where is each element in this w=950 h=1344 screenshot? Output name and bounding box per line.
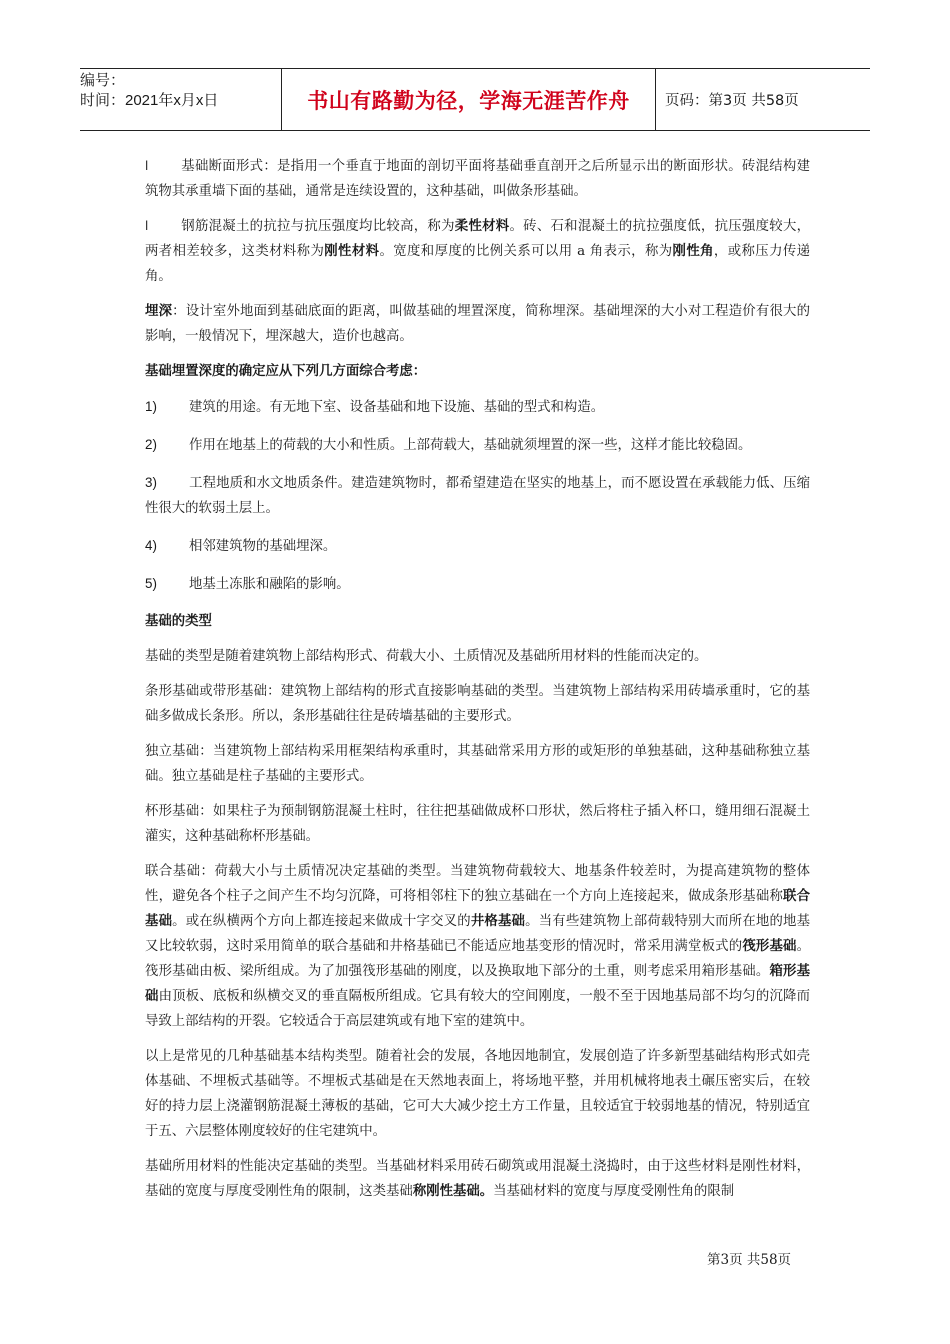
paragraph-text: 基础所用材料的性能决定基础的类型。当基础材料采用砖石砌筑或用混凝土浇捣时，由于这些材料是刚性材料，基础的宽度与厚度受刚性角的限制，这类基础 xyxy=(145,1159,810,1199)
list-number: 4) xyxy=(145,538,157,553)
list-number: 2) xyxy=(145,437,157,452)
paragraph-text: 。筏形基础由板、梁所组成。为了加强筏形基础的刚度，以及换取地下部分的土重，则考虑采用箱形基础。 xyxy=(145,939,811,979)
list-item xyxy=(145,571,810,597)
paragraph-text: 基础断面形式：是指用一个垂直于地面的剖切平面将基础垂直剖开之后所显示出的断面形状。砖混结构建筑物其承重墙下面的基础，通常是连续设置的，这种基础，叫做条形基础。 xyxy=(145,159,810,199)
term-burial-depth: 埋深 xyxy=(145,303,173,319)
list-number: 5) xyxy=(145,576,157,591)
term-combined-foundation: 联合基础 xyxy=(145,888,810,929)
list-number: 1) xyxy=(145,399,157,414)
paragraph-text: 钢筋混凝土的抗拉与抗压强度均比较高，称为 xyxy=(181,219,455,234)
paragraph-new-types: 以上是常见的几种基础基本结构类型。随着社会的发展，各地因地制宜，发展创造了许多新型基础结构形式如壳体基础、不埋板式基础等。不埋板式基础是在天然地表面上，将场地平整，并用机械将地表土碾压密实后，在较好的持力层上浇灌钢筋混凝土薄板的基础，它可大大减少挖土方工作量，且较适宜于较弱地基的情况，特别适宜于五、六层整体刚度较好的住宅建筑中。 xyxy=(145,1049,810,1139)
header-motto: 书山有路勤为径，学海无涯苦作舟 xyxy=(281,69,656,130)
list-item xyxy=(145,533,810,559)
paragraph-text: 由顶板、底板和纵横交叉的垂直隔板所组成。它具有较大的空间刚度，一般不至于因地基局部不均匀的沉降而导致上部结构的开裂。它较适合于高层建筑或有地下室的建筑中。 xyxy=(145,989,810,1029)
paragraph-text: 。当有些建筑物上部荷载特别大而所在地的地基又比较软弱，这时采用简单的联合基础和井格基础已不能适应地基变形的情况时，常采用满堂板式的 xyxy=(145,914,811,954)
term-rigid-material: 刚性材料 xyxy=(324,243,380,259)
term-grid-foundation: 井格基础 xyxy=(470,913,526,929)
paragraph-isolated-foundation: 独立基础：当建筑物上部结构采用框架结构承重时，其基础常采用方形的或矩形的单独基础，这种基础称独立基础。独立基础是柱子基础的主要形式。 xyxy=(145,744,810,784)
paragraph-section-form xyxy=(145,154,810,204)
paragraph-material-types xyxy=(145,1154,810,1204)
list-item xyxy=(145,432,810,458)
paragraph-text: ，或称压力传递角。 xyxy=(145,244,811,284)
term-rigid-foundation: 称刚性基础。 xyxy=(412,1183,494,1199)
list-text: 地基土冻胀和融陷的影响。 xyxy=(189,577,350,592)
list-text: 作用在地基上的荷载的大小和性质。上部荷载大，基础就须埋置的深一些，这样才能比较稳固。 xyxy=(189,438,752,453)
paragraph-combined-foundation xyxy=(145,859,810,1034)
page-header xyxy=(80,68,870,131)
heading-foundation-types: 基础的类型 xyxy=(145,613,212,629)
list-text: 建筑的用途。有无地下室、设备基础和地下设施、基础的型式和构造。 xyxy=(189,400,605,415)
paragraph-strip-foundation: 条形基础或带形基础：建筑物上部结构的形式直接影响基础的类型。当建筑物上部结构采用砖墙承重时，它的基础多做成长条形。所以，条形基础往往是砖墙基础的主要形式。 xyxy=(145,684,810,724)
list-item xyxy=(145,470,810,521)
paragraph-materials xyxy=(145,214,810,289)
document-number-label: 编号： xyxy=(80,72,126,89)
paragraph-burial-depth xyxy=(145,299,810,349)
term-rigid-angle: 刚性角 xyxy=(672,243,714,259)
header-page-code: 页码：第3页 共58页 xyxy=(665,93,799,109)
paragraph-text: 联合基础：荷载大小与土质情况决定基础的类型。当建筑物荷载较大、地基条件较差时，为提高建筑物的整体性，避免各个柱子之间产生不均匀沉降，可将相邻柱下的独立基础在一个方向上连接起来，做成条形基础称 xyxy=(145,864,810,904)
paragraph-text: 。宽度和厚度的比例关系可以用 a 角表示，称为 xyxy=(379,244,673,259)
paragraph-types-intro: 基础的类型是随着建筑物上部结构形式、荷载大小、土质情况及基础所用材料的性能而决定的。 xyxy=(145,649,708,664)
list-text: 相邻建筑物的基础埋深。 xyxy=(189,539,337,554)
document-body xyxy=(145,154,810,1214)
paragraph-text: ：设计室外地面到基础底面的距离，叫做基础的埋置深度，简称埋深。基础埋深的大小对工程造价有很大的影响，一般情况下，埋深越大，造价也越高。 xyxy=(145,304,811,344)
paragraph-cup-foundation: 杯形基础：如果柱子为预制钢筋混凝土柱时，往往把基础做成杯口形状，然后将柱子插入杯口，缝用细石混凝土灌实，这种基础称杯形基础。 xyxy=(145,804,810,844)
header-info-cell xyxy=(80,69,281,130)
paragraph-text: 。砖、石和混凝土的抗拉强度低，抗压强度较大，两者相差较多，这类材料称为 xyxy=(145,219,811,259)
list-item xyxy=(145,394,810,420)
term-flexible-material: 柔性材料 xyxy=(454,218,510,234)
term-raft-foundation: 筏形基础 xyxy=(742,938,797,954)
bullet-marker: l xyxy=(145,159,149,173)
term-box-foundation: 箱形基础 xyxy=(145,963,811,1004)
bullet-marker: l xyxy=(145,219,149,233)
heading-depth-factors: 基础埋置深度的确定应从下列几方面综合考虑： xyxy=(145,363,427,379)
paragraph-text: 当基础材料的宽度与厚度受刚性角的限制 xyxy=(493,1184,735,1199)
paragraph-text: 。或在纵横两个方向上都连接起来做成十字交叉的 xyxy=(172,914,471,929)
document-date: 时间：2021年x月x日 xyxy=(80,92,219,109)
page-footer: 第3页 共58页 xyxy=(707,1252,792,1268)
list-text: 工程地质和水文地质条件。建造建筑物时，都希望建造在坚实的地基上，而不愿设置在承载能力低、压缩性很大的软弱土层上。 xyxy=(145,476,810,516)
list-number: 3) xyxy=(145,475,157,490)
